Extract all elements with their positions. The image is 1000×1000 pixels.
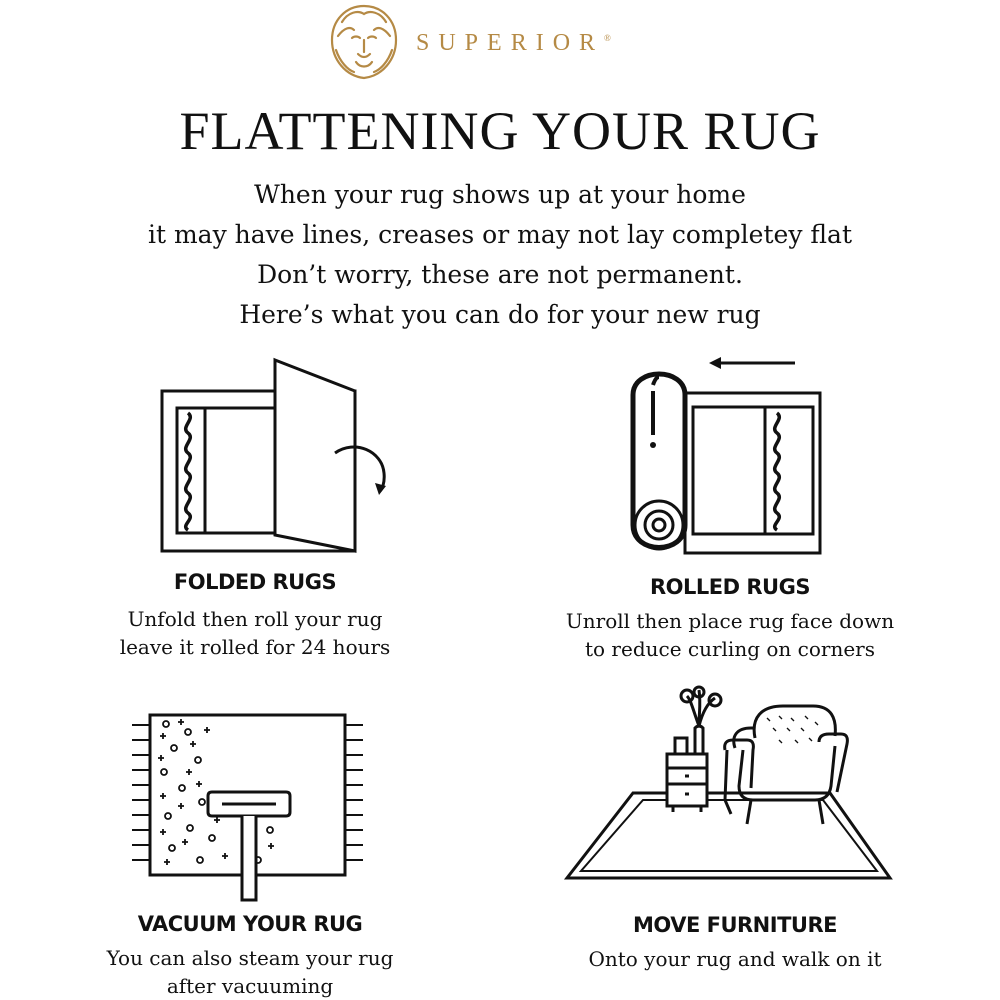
- folded-rug-icon: [150, 355, 400, 565]
- rolled-rug-icon: [625, 355, 835, 565]
- intro-line: Here’s what you can do for your new rug: [239, 300, 761, 329]
- intro-line: it may have lines, creases or may not lay completey flat: [147, 220, 853, 249]
- lion-head-icon: [324, 2, 404, 80]
- tip-line-vacuum-2: after vacuuming: [166, 974, 334, 998]
- registered-mark: ®: [604, 33, 611, 43]
- brand-logo: [324, 2, 644, 80]
- tip-line-rolled-1: Unroll then place rug face down: [565, 609, 895, 633]
- tip-line-furniture-1: Onto your rug and walk on it: [588, 947, 882, 971]
- tip-heading-furniture: MOVE FURNITURE: [633, 913, 837, 937]
- furniture-icon: [565, 688, 895, 883]
- tip-heading-rolled: ROLLED RUGS: [650, 575, 810, 599]
- vacuum-icon: [130, 710, 365, 905]
- tip-heading-vacuum: VACUUM YOUR RUG: [137, 912, 363, 936]
- page-title: FLATTENING YOUR RUG: [179, 101, 821, 161]
- tip-line-folded-2: leave it rolled for 24 hours: [119, 635, 391, 659]
- intro-line: Don’t worry, these are not permanent.: [257, 260, 743, 289]
- tip-line-rolled-2: to reduce curling on corners: [584, 637, 875, 661]
- brand-name: SUPERIOR®: [416, 30, 611, 56]
- tip-line-folded-1: Unfold then roll your rug: [127, 607, 383, 631]
- intro-line: When your rug shows up at your home: [254, 180, 746, 209]
- tip-heading-folded: FOLDED RUGS: [173, 570, 337, 594]
- tip-line-vacuum-1: You can also steam your rug: [106, 946, 394, 970]
- intro-text: [0, 175, 1000, 335]
